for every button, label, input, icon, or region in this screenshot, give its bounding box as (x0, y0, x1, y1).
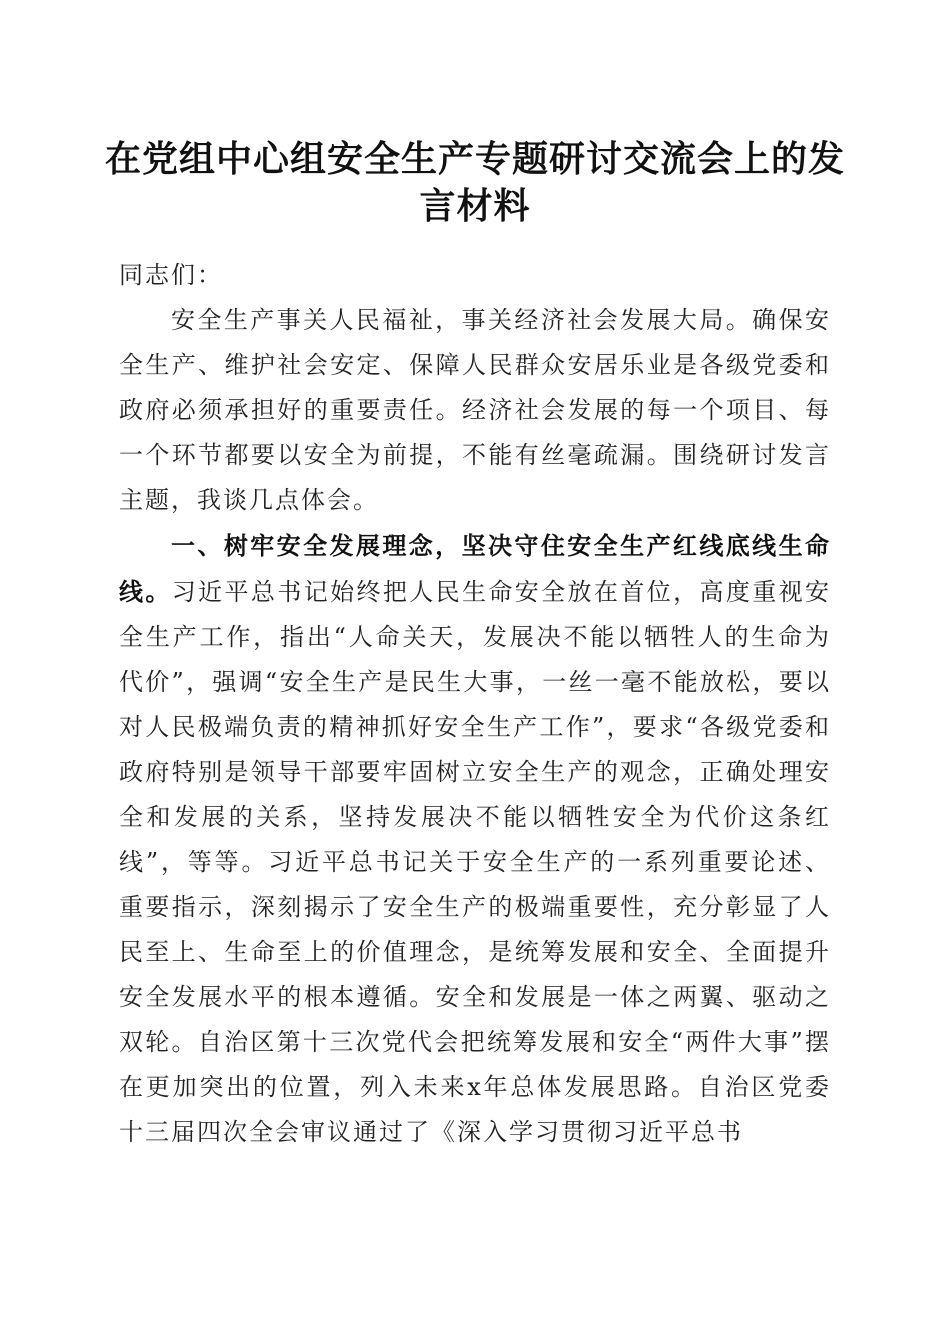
salutation: 同志们： (119, 261, 223, 289)
paragraph-section-one (119, 523, 831, 1155)
section-one-text: 习近平总书记始终把人民生命安全放在首位，高度重视安全生产工作，指出“人命关天，发展决不能以牺牲人的生命为代价”，强调“安全生产是民生大事，一丝一毫不能放松，要以对人民极端负责的精神抓好安全生产工作”，要求“各级党委和政府特别是领导干部要牢固树立安全生产的观念，正确处理安全和发展的关系，坚持发展决不能以牺牲安全为代价这条红线”，等等。习近平总书记关于安全生产的一系列重要论述、重要指示，深刻揭示了安全生产的极端重要性，充分彰显了人民至上、生命至上的价值理念，是统筹发展和安全、全面提升安全发展水平的根本遵循。安全和发展是一体之两翼、驱动之双轮。自治区第十三次党代会把统筹发展和安全“两件大事”摆在更加突出的位置，列入未来x年总体发展思路。自治区党委十三届四次全会审议通过了《深入学习贯彻习近平总书 (119, 578, 832, 1146)
paragraph-intro (119, 298, 831, 523)
document-body (119, 251, 831, 1155)
document-title: 在党组中心组安全生产专题研讨交流会上的发言材料 (104, 138, 845, 227)
paragraph-intro-text: 安全生产事关人民福祉，事关经济社会发展大局。确保安全生产、维护社会安定、保障人民群众安居乐业是各级党委和政府必须承担好的重要责任。经济社会发展的每一个项目、每一个环节都要以安全为前提，不能有丝毫疏漏。围绕研讨发言主题，我谈几点体会。 (119, 306, 831, 514)
section-one-heading: 一、树牢安全发展理念，坚决守住安全生产红线底线生命线。 (119, 531, 831, 606)
